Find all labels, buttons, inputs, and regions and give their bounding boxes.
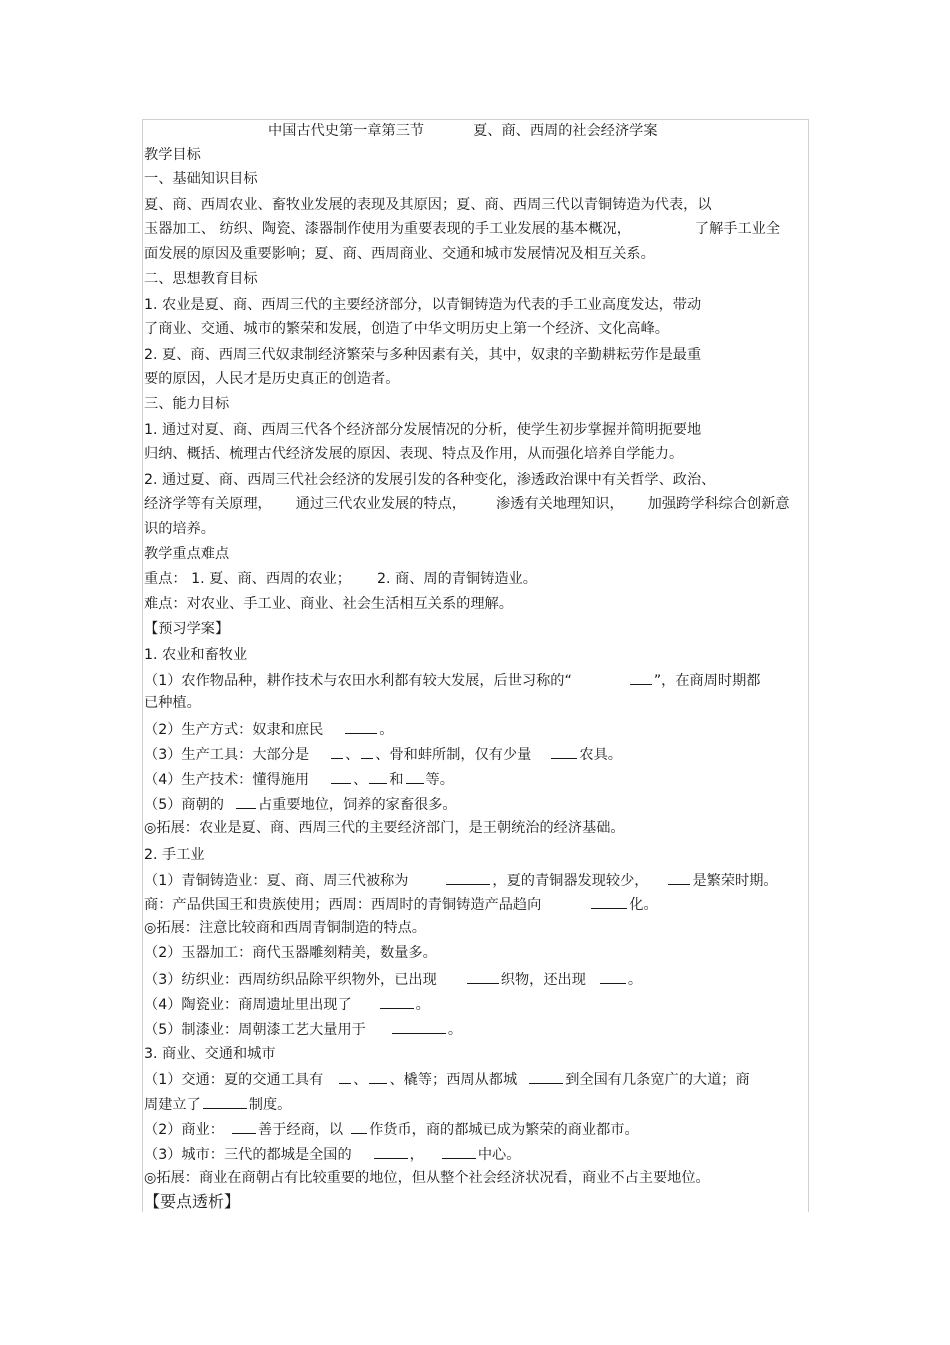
paragraph-line: 难点：对农业、手工业、商业、社会生活相互关系的理解。	[144, 596, 513, 612]
title-chapter: 中国古代史第一章第三节	[268, 123, 425, 139]
section-heading: 【要点透析】	[144, 1192, 241, 1211]
blank	[600, 969, 626, 984]
question-line: （2）玉器加工：商代玉器雕刻精美，数量多。	[144, 945, 437, 961]
blank	[369, 769, 387, 784]
blank	[236, 794, 256, 809]
paragraph-line: 玉器加工、 纺织、陶瓷、漆器制作使用为重要表现的手工业发展的基本概况， 了解手工业全	[144, 221, 781, 237]
paragraph-line: 识的培养。	[144, 521, 215, 537]
document-title	[268, 120, 658, 140]
question-line: （3）生产工具：大部分是 、 、骨和蚌所制，仅有少量 农具。	[144, 744, 622, 764]
blank	[351, 1119, 367, 1134]
paragraph-line: 要的原因，人民才是历史真正的创造者。	[144, 371, 400, 387]
paragraph-line: 1. 农业是夏、商、西周三代的主要经济部分，以青铜铸造为代表的手工业高度发达，带动	[144, 297, 702, 313]
blank	[203, 1094, 247, 1109]
question-line: （1）青铜铸造业：夏、商、周三代被称为 ，夏的青铜器发现较少， 是繁荣时期。	[144, 870, 778, 890]
blank	[345, 719, 377, 734]
question-line: （2）商业： 善于经商，以 作货币，商的都城已成为繁荣的商业都市。	[144, 1119, 639, 1139]
paragraph-line: 1. 通过对夏、商、西周三代各个经济部分发展情况的分析，使学生初步掌握并简明扼要地	[144, 422, 702, 438]
blank	[551, 744, 577, 759]
title-topic: 夏、商、西周的社会经济学案	[473, 123, 658, 139]
question-line: （5）商朝的 占重要地位，饲养的家畜很多。	[144, 794, 457, 814]
extension-note: ◎拓展：注意比较商和西周青铜制造的特点。	[144, 920, 426, 936]
section-heading: 教学重点难点	[144, 546, 230, 562]
blank	[406, 769, 424, 784]
paragraph-line: 2. 通过夏、商、西周三代社会经济的发展引发的各种变化，渗透政治课中有关哲学、政治、	[144, 472, 716, 488]
blank	[380, 994, 414, 1009]
paragraph-line: 了商业、交通、城市的繁荣和发展，创造了中华文明历史上第一个经济、文化高峰。	[144, 321, 669, 337]
subsection-heading: 三、能力目标	[144, 396, 230, 412]
item-heading: 2. 手工业	[144, 847, 205, 863]
section-heading: 【预习学案】	[144, 621, 230, 637]
blank	[467, 969, 499, 984]
blank	[232, 1119, 256, 1134]
blank	[369, 1069, 387, 1084]
blank	[374, 1144, 408, 1159]
question-line: （4）陶瓷业：商周遗址里出现了 。	[144, 994, 430, 1014]
blank	[529, 1069, 563, 1084]
blank	[392, 1019, 446, 1034]
blank	[591, 894, 627, 909]
blank	[361, 744, 373, 759]
question-line: （3）城市：三代的都城是全国的 ， 中心。	[144, 1144, 520, 1164]
paragraph-line: 2. 夏、商、西周三代奴隶制经济繁荣与多种因素有关，其中，奴隶的辛勤耕耘劳作是最重	[144, 347, 702, 363]
question-line: 已种植。	[144, 695, 201, 711]
blank	[630, 670, 652, 685]
subsection-heading: 二、思想教育目标	[144, 271, 258, 287]
question-line: 商：产品供国王和贵族使用；西周：西周时的青铜铸造产品趋向 化。	[144, 894, 658, 914]
blank	[339, 1069, 351, 1084]
paragraph-line: 夏、商、西周农业、畜牧业发展的表现及其原因；夏、商、西周三代以青铜铸造为代表，以	[144, 197, 712, 213]
extension-note: ◎拓展：农业是夏、商、西周三代的主要经济部门，是王朝统治的经济基础。	[144, 820, 625, 836]
blank	[331, 769, 351, 784]
section-heading: 教学目标	[144, 147, 201, 163]
question-line: 周建立了 制度。	[144, 1094, 291, 1114]
question-line: （3）纺织业：西周纺织品除平织物外，已出现 织物，还出现 。	[144, 969, 642, 989]
blank	[668, 870, 690, 885]
item-heading: 1. 农业和畜牧业	[144, 647, 248, 663]
extension-note: ◎拓展：商业在商朝占有比较重要的地位，但从整个社会经济状况看，商业不占主要地位。	[144, 1170, 710, 1186]
blank	[331, 744, 343, 759]
paragraph-line: 重点： 1. 夏、商、西周的农业； 2. 商、周的青铜铸造业。	[144, 571, 537, 587]
question-line: （1）农作物品种，耕作技术与农田水利都有较大发展，后世习称的“ ”，在商周时期都	[144, 670, 761, 690]
question-line: （2）生产方式：奴隶和庶民 。	[144, 719, 393, 739]
blank	[442, 1144, 476, 1159]
question-line: （1）交通：夏的交通工具有 、 、橇等；西周从都城 到全国有几条宽广的大道；商	[144, 1069, 750, 1089]
question-line: （4）生产技术：懂得施用 、 和 等。	[144, 769, 454, 789]
paragraph-line: 经济学等有关原理， 通过三代农业发展的特点， 渗透有关地理知识， 加强跨学科综合创新意	[144, 496, 790, 512]
paragraph-line: 面发展的原因及重要影响；夏、商、西周商业、交通和城市发展情况及相互关系。	[144, 246, 655, 262]
paragraph-line: 归纳、概括、梳理古代经济发展的原因、表现、特点及作用，从而强化培养自学能力。	[144, 446, 684, 462]
subsection-heading: 一、基础知识目标	[144, 171, 258, 187]
item-heading: 3. 商业、交通和城市	[144, 1046, 276, 1062]
question-line: （5）制漆业：周朝漆工艺大量用于 。	[144, 1019, 462, 1039]
blank	[446, 870, 490, 885]
